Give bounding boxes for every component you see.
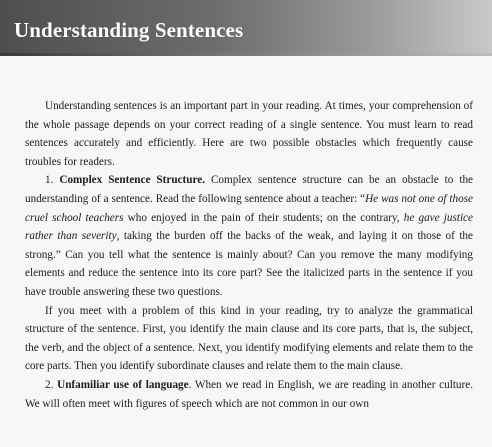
- section-2-text: . When we read in English, we are reading in another culture. We will often meet with figures of speech which are not common in our own: [25, 378, 474, 410]
- section-2-number: 2.: [45, 378, 54, 391]
- header-band: [0, 0, 492, 56]
- section-1-text-a: Complex sentence structure can be an obstacle to the understanding of a sentence. Read the following sentence about a teacher: “: [25, 174, 474, 205]
- section-1-heading: Complex Sentence Structure.: [59, 174, 205, 187]
- section-1-italic-b: he gave justice rather than severity: [25, 211, 473, 243]
- section-1-paragraph: [25, 171, 473, 301]
- section-2-heading: Unfamiliar use of language: [57, 378, 189, 391]
- page-title: Understanding Sentences: [14, 18, 244, 42]
- intro-paragraph: Understanding sentences is an important part in your reading. At times, your comprehension of the whole passage depends on your correct reading of a single sentence. You must learn to read sentences accurately and efficiently. Here are two possible obstacles which frequently cause troubles for readers.: [25, 100, 473, 168]
- section-1-italic-a: He was not one of those cruel school teachers: [25, 192, 473, 224]
- section-1-text-b: who enjoyed in the pain of their students; on the contrary,: [123, 211, 404, 224]
- section-1-text-c: , taking the burden off the backs of the weak, and laying it on those of the strong.” Can you tell what the sentence is mainly about? Can you remove the many modifying elements and reduce the sentence into its core part? See the italicized parts in the sentence if you have trouble answering these two questions.: [25, 230, 473, 298]
- article-body: [25, 97, 473, 413]
- analysis-paragraph: If you meet with a problem of this kind in your reading, try to analyze the grammatical structure of the sentence. First, you identify the main clause and its core parts, that is, the subject, the verb, and the object of a sentence. Next, you identify modifying elements and relate them to the core parts. Then you identify subordinate clauses and relate them to the main clause.: [25, 304, 473, 373]
- section-1-number: 1.: [45, 174, 54, 187]
- section-2-paragraph: [25, 376, 473, 413]
